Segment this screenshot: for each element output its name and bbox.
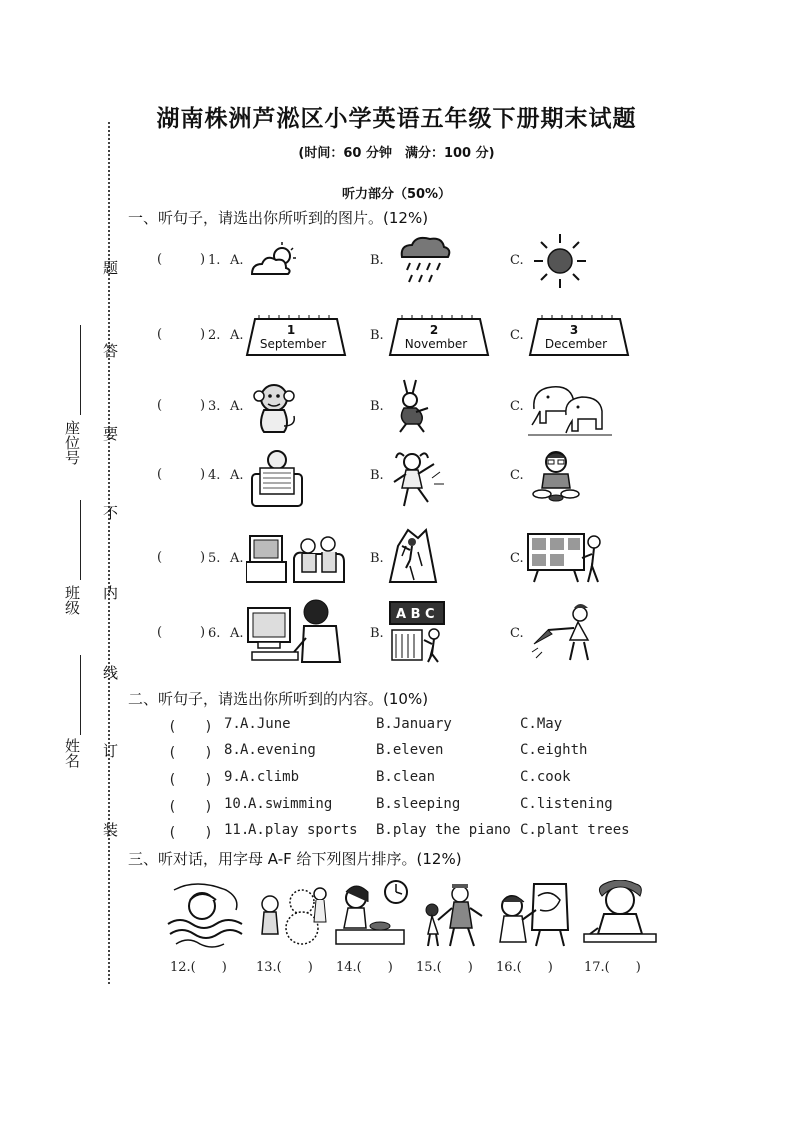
calendar-day: 3 xyxy=(569,323,579,337)
class-blank[interactable] xyxy=(80,500,81,580)
question-number: 2. xyxy=(208,328,221,343)
answer-paren-close[interactable]: ) xyxy=(200,252,206,267)
calendar-day: 1 xyxy=(286,323,296,337)
calendar-month: December xyxy=(544,337,608,351)
answer-paren-close[interactable]: ) xyxy=(200,327,206,342)
boy-eating-icon[interactable] xyxy=(528,448,586,506)
rain-cloud-icon[interactable] xyxy=(398,235,452,287)
calendar-icon[interactable] xyxy=(245,315,347,359)
order-blank-14[interactable]: 14.( ) xyxy=(336,960,393,975)
option-c-label: C. xyxy=(510,399,524,414)
sun-icon[interactable] xyxy=(532,232,588,290)
question-number: 7. xyxy=(224,716,241,732)
margin-char: 线 xyxy=(101,665,119,680)
order-blank-13[interactable]: 13.( ) xyxy=(256,960,313,975)
order-blank-17[interactable]: 17.( ) xyxy=(584,960,641,975)
name-label: 姓名 xyxy=(63,738,81,768)
dancing-girl-icon[interactable] xyxy=(390,448,446,510)
margin-char: 要 xyxy=(101,426,119,441)
answer-blank[interactable]: ( ) xyxy=(168,799,213,815)
climbing-icon[interactable] xyxy=(388,526,438,584)
margin-char: 题 xyxy=(101,260,119,275)
margin-char: 装 xyxy=(101,822,119,837)
answer-paren-open[interactable]: ( xyxy=(157,550,163,565)
option-a-label: A. xyxy=(230,551,244,566)
option-a: A.evening xyxy=(240,742,316,758)
margin-char: 不 xyxy=(101,505,119,520)
answer-paren-close[interactable]: ) xyxy=(200,625,206,640)
answer-paren-open[interactable]: ( xyxy=(157,467,163,482)
cloud-sun-icon[interactable] xyxy=(248,240,300,278)
binding-dotted-line xyxy=(108,122,110,984)
calendar-icon[interactable] xyxy=(528,315,630,359)
option-b: B.clean xyxy=(376,769,436,785)
answer-paren-open[interactable]: ( xyxy=(157,252,163,267)
option-a: A.climb xyxy=(240,769,300,785)
option-b: B.January xyxy=(376,716,452,732)
question-number: 9. xyxy=(224,769,241,785)
option-c-label: C. xyxy=(510,551,524,566)
seat-blank[interactable] xyxy=(80,325,81,415)
option-c-label: C. xyxy=(510,253,524,268)
option-a-label: A. xyxy=(230,399,244,414)
calendar-icon[interactable] xyxy=(388,315,490,359)
question-number: 3. xyxy=(208,399,221,414)
calendar-month: November xyxy=(404,337,468,351)
girl-writing-icon[interactable] xyxy=(580,880,658,948)
option-c: C.plant trees xyxy=(520,822,630,838)
answer-paren-close[interactable]: ) xyxy=(200,398,206,413)
option-c: C.listening xyxy=(520,796,613,812)
option-b-label: B. xyxy=(370,551,384,566)
margin-char: 答 xyxy=(101,343,119,358)
question-number: 4. xyxy=(208,468,221,483)
question-number: 11. xyxy=(224,822,250,838)
answer-blank[interactable]: ( ) xyxy=(168,825,213,841)
option-a-label: A. xyxy=(230,328,244,343)
order-blank-16[interactable]: 16.( ) xyxy=(496,960,553,975)
section1-heading: 一、听句子，请选出你所听到的图片。(12%) xyxy=(128,209,429,227)
listening-part-heading: 听力部分（50%） xyxy=(341,187,452,202)
monkey-icon[interactable] xyxy=(248,380,298,436)
girl-painting-icon[interactable] xyxy=(494,880,572,948)
order-blank-15[interactable]: 15.( ) xyxy=(416,960,473,975)
option-b-label: B. xyxy=(370,399,384,414)
option-b: B.play the piano xyxy=(376,822,511,838)
girl-cooking-clock-icon[interactable] xyxy=(334,878,408,948)
boy-swimming-icon[interactable] xyxy=(166,880,246,948)
girl-board-icon[interactable] xyxy=(526,528,606,584)
elephants-icon[interactable] xyxy=(528,375,612,437)
option-c-label: C. xyxy=(510,468,524,483)
question-number: 5. xyxy=(208,551,221,566)
option-c: C.May xyxy=(520,716,563,732)
option-a: A.play sports xyxy=(248,822,358,838)
margin-char: 内 xyxy=(101,585,119,600)
option-c: C.cook xyxy=(520,769,571,785)
reading-newspaper-icon[interactable] xyxy=(248,448,306,510)
option-b-label: B. xyxy=(370,468,384,483)
answer-paren-open[interactable]: ( xyxy=(157,327,163,342)
girls-snowman-icon[interactable] xyxy=(256,882,328,948)
option-b-label: B. xyxy=(370,626,384,641)
answer-paren-open[interactable]: ( xyxy=(157,398,163,413)
answer-paren-close[interactable]: ) xyxy=(200,550,206,565)
answer-paren-close[interactable]: ) xyxy=(200,467,206,482)
option-b: B.sleeping xyxy=(376,796,461,812)
option-c: C.eighth xyxy=(520,742,588,758)
answer-blank[interactable]: ( ) xyxy=(168,772,213,788)
section3-heading: 三、听对话，用字母 A-F 给下列图片排序。(12%) xyxy=(128,850,462,868)
rabbit-icon[interactable] xyxy=(390,378,432,434)
answer-blank[interactable]: ( ) xyxy=(168,719,213,735)
tv-family-icon[interactable] xyxy=(246,528,346,584)
name-blank[interactable] xyxy=(80,655,81,735)
class-label: 班级 xyxy=(63,585,81,615)
question-number: 10. xyxy=(224,796,250,812)
option-c-label: C. xyxy=(510,328,524,343)
abc-classroom-icon[interactable] xyxy=(388,600,446,664)
calendar-month: September xyxy=(259,337,327,351)
computer-boy-icon[interactable] xyxy=(246,598,342,666)
answer-blank[interactable]: ( ) xyxy=(168,745,213,761)
option-b-label: B. xyxy=(370,328,384,343)
option-a-label: A. xyxy=(230,253,244,268)
exam-info: (时间：60 分钟 满分：100 分) xyxy=(298,146,495,161)
option-a: A.June xyxy=(240,716,291,732)
question-number: 8. xyxy=(224,742,241,758)
girl-sweeping-icon[interactable] xyxy=(530,600,600,664)
page-title: 湖南株洲芦淞区小学英语五年级下册期末试题 xyxy=(156,106,637,132)
section2-heading: 二、听句子，请选出你所听到的内容。(10%) xyxy=(128,690,429,708)
question-number: 1. xyxy=(208,253,221,268)
margin-char: 订 xyxy=(101,743,119,758)
option-a-label: A. xyxy=(230,626,244,641)
option-b-label: B. xyxy=(370,253,384,268)
option-b: B.eleven xyxy=(376,742,444,758)
order-blank-12[interactable]: 12.( ) xyxy=(170,960,227,975)
family-walking-icon[interactable] xyxy=(416,880,488,948)
answer-paren-open[interactable]: ( xyxy=(157,625,163,640)
question-number: 6. xyxy=(208,626,221,641)
option-a: A.swimming xyxy=(248,796,333,812)
svg-text:A B C: A B C xyxy=(396,607,435,622)
option-c-label: C. xyxy=(510,626,524,641)
option-a-label: A. xyxy=(230,468,244,483)
seat-number-label: 座位号 xyxy=(63,420,81,465)
calendar-day: 2 xyxy=(429,323,439,337)
